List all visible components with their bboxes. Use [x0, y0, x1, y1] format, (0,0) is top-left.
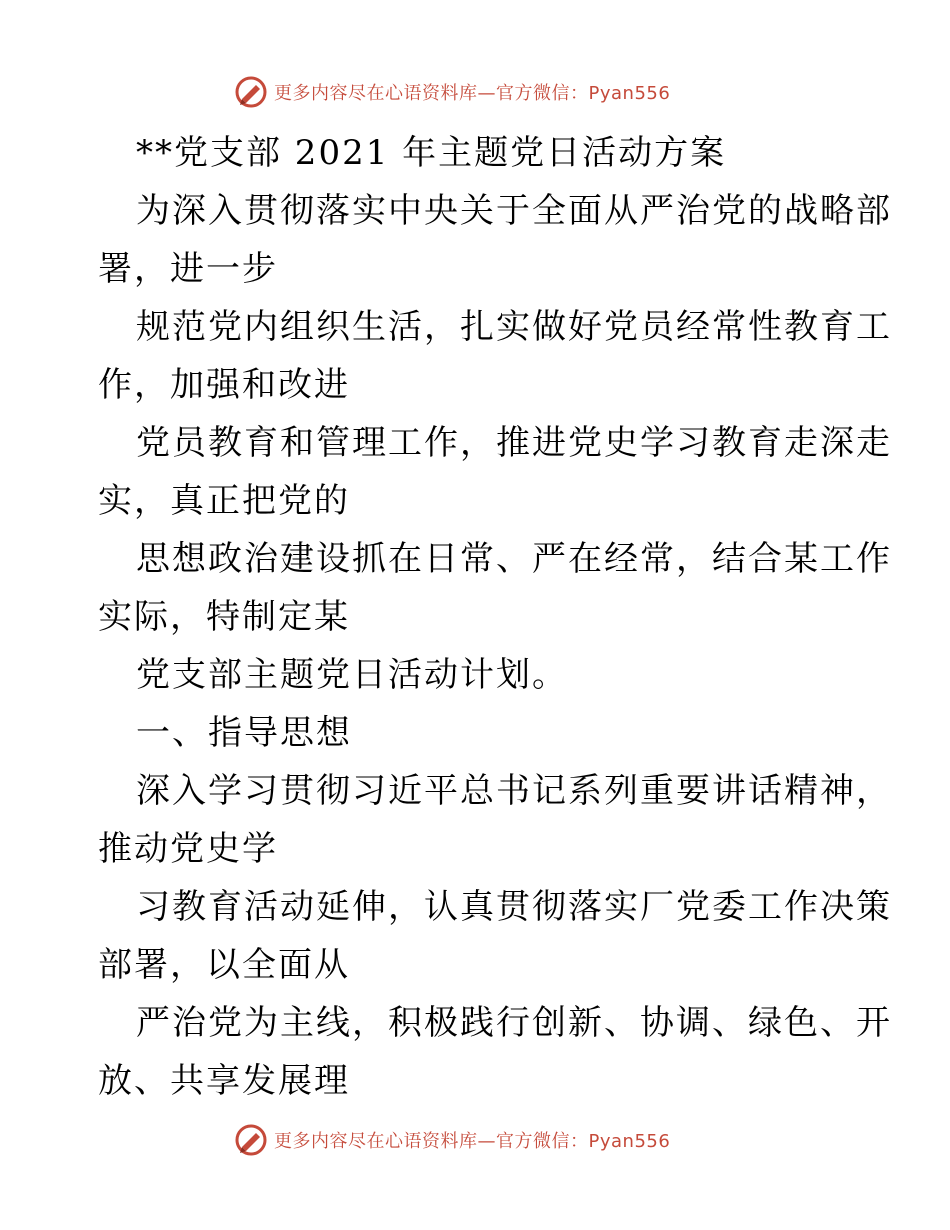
paragraph-line: 作，加强和改进 — [98, 365, 350, 405]
watermark-banner-bottom — [234, 1120, 714, 1160]
watermark-text: 更多内容尽在心语资料库—官方微信：Pyan556 — [274, 83, 671, 104]
paragraph-line: 实际，特制定某 — [98, 597, 350, 637]
watermark-banner-top — [234, 72, 714, 112]
paragraph-line: 严治党为主线，积极践行创新、协调、绿色、开 — [136, 1003, 892, 1043]
section-heading: 一、指导思想 — [136, 713, 352, 753]
watermark-text: 更多内容尽在心语资料库—官方微信：Pyan556 — [274, 1131, 671, 1152]
paragraph-line: 思想政治建设抓在日常、严在经常，结合某工作 — [136, 539, 892, 579]
paragraph-line: 实，真正把党的 — [98, 481, 350, 521]
paragraph-line: 推动党史学 — [98, 829, 278, 869]
document-body — [98, 124, 892, 1110]
paragraph-line: 党支部主题党日活动计划。 — [136, 655, 568, 695]
paragraph-line: 习教育活动延伸，认真贯彻落实厂党委工作决策 — [136, 887, 892, 927]
paragraph-line: 署，进一步 — [98, 249, 278, 289]
paragraph-line: 部署，以全面从 — [98, 945, 350, 985]
paragraph-line: 为深入贯彻落实中央关于全面从严治党的战略部 — [136, 191, 892, 231]
paragraph-line: 深入学习贯彻习近平总书记系列重要讲话精神， — [136, 771, 892, 811]
pen-logo-icon — [234, 75, 268, 109]
paragraph-line: 党员教育和管理工作，推进党史学习教育走深走 — [136, 423, 892, 463]
paragraph-line: 规范党内组织生活，扎实做好党员经常性教育工 — [136, 307, 892, 347]
document-title: **党支部 2021 年主题党日活动方案 — [136, 133, 727, 173]
paragraph-line: 放、共享发展理 — [98, 1061, 350, 1101]
pen-logo-icon — [234, 1123, 268, 1157]
